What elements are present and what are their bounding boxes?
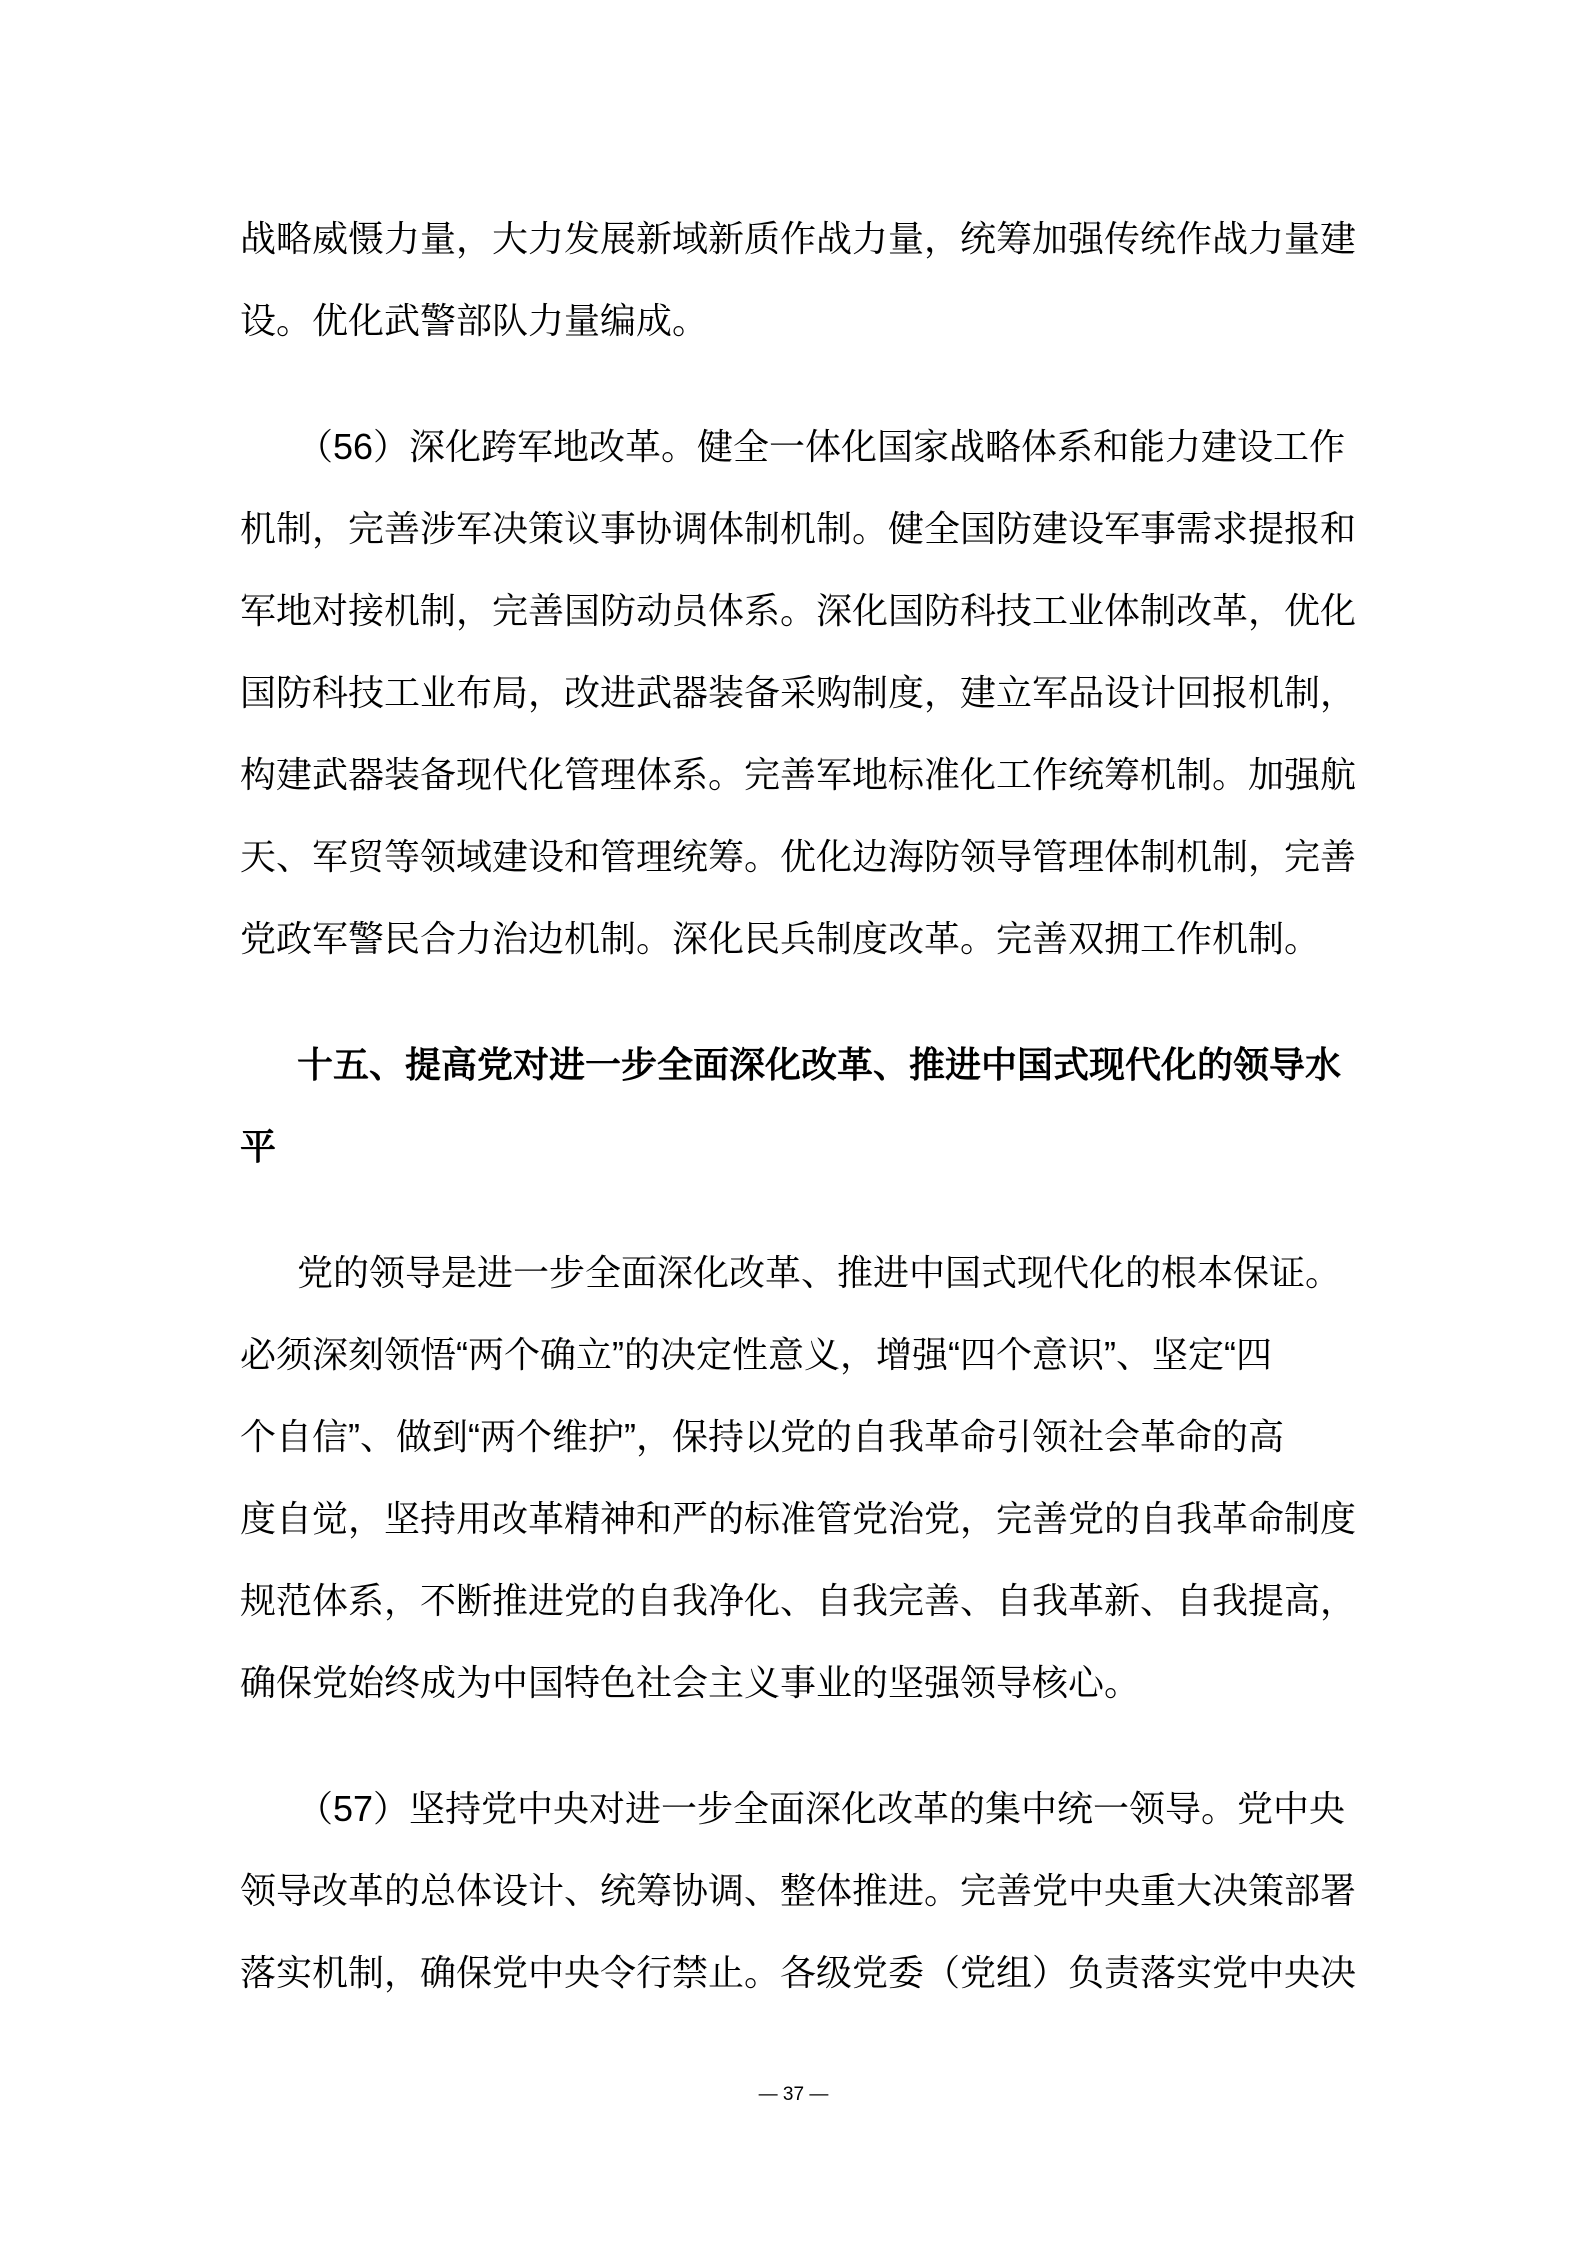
text-line: 国防科技工业布局，改进武器装备采购制度，建立军品设计回报机制， (240, 672, 1357, 713)
text-line: 个自信”、做到“两个维护”，保持以党的自我革命引领社会革命的高 (240, 1416, 1284, 1457)
section-heading-15 (240, 1024, 1350, 1188)
text-line: 度自觉，坚持用改革精神和严的标准管党治党，完善党的自我革命制度 (240, 1498, 1357, 1539)
text-line: 领导改革的总体设计、统筹协调、整体推进。完善党中央重大决策部署 (240, 1870, 1357, 1911)
text-line: （56）深化跨军地改革。健全一体化国家战略体系和能力建设工作 (297, 426, 1346, 467)
text-line: 规范体系，不断推进党的自我净化、自我完善、自我革新、自我提高， (240, 1580, 1357, 1621)
text-column (240, 198, 1357, 2014)
text-line: 天、军贸等领域建设和管理统筹。优化边海防领导管理体制机制，完善 (240, 836, 1357, 877)
text-line: 必须深刻领悟“两个确立”的决定性意义，增强“四个意识”、坚定“四 (240, 1334, 1272, 1375)
heading-line: 十五、提高党对进一步全面深化改革、推进中国式现代化的领导水 (297, 1044, 1342, 1085)
text-line: 战略威慑力量，大力发展新域新质作战力量，统筹加强传统作战力量建 (240, 218, 1357, 259)
page-number: — 37 — (758, 2084, 829, 2105)
text-line: 机制，完善涉军决策议事协调体制机制。健全国防建设军事需求提报和 (240, 508, 1357, 549)
text-line: 落实机制，确保党中央令行禁止。各级党委（党组）负责落实党中央决 (240, 1952, 1357, 1993)
text-line: 确保党始终成为中国特色社会主义事业的坚强领导核心。 (240, 1662, 1141, 1703)
text-line: 构建武器装备现代化管理体系。完善军地标准化工作统筹机制。加强航 (240, 754, 1357, 795)
text-line: 设。优化武警部队力量编成。 (240, 300, 709, 341)
paragraph-party-leadership (240, 1232, 1357, 1724)
text-line: （57）坚持党中央对进一步全面深化改革的集中统一领导。党中央 (297, 1788, 1346, 1829)
heading-line: 平 (240, 1126, 277, 1167)
paragraph-item-56 (240, 406, 1357, 980)
paragraph-military-continued (240, 198, 1357, 362)
paragraph-item-57 (240, 1768, 1357, 2014)
text-line: 党的领导是进一步全面深化改革、推进中国式现代化的根本保证。 (297, 1252, 1342, 1293)
text-line: 党政军警民合力治边机制。深化民兵制度改革。完善双拥工作机制。 (240, 918, 1321, 959)
text-line: 军地对接机制，完善国防动员体系。深化国防科技工业体制改革，优化 (240, 590, 1357, 631)
